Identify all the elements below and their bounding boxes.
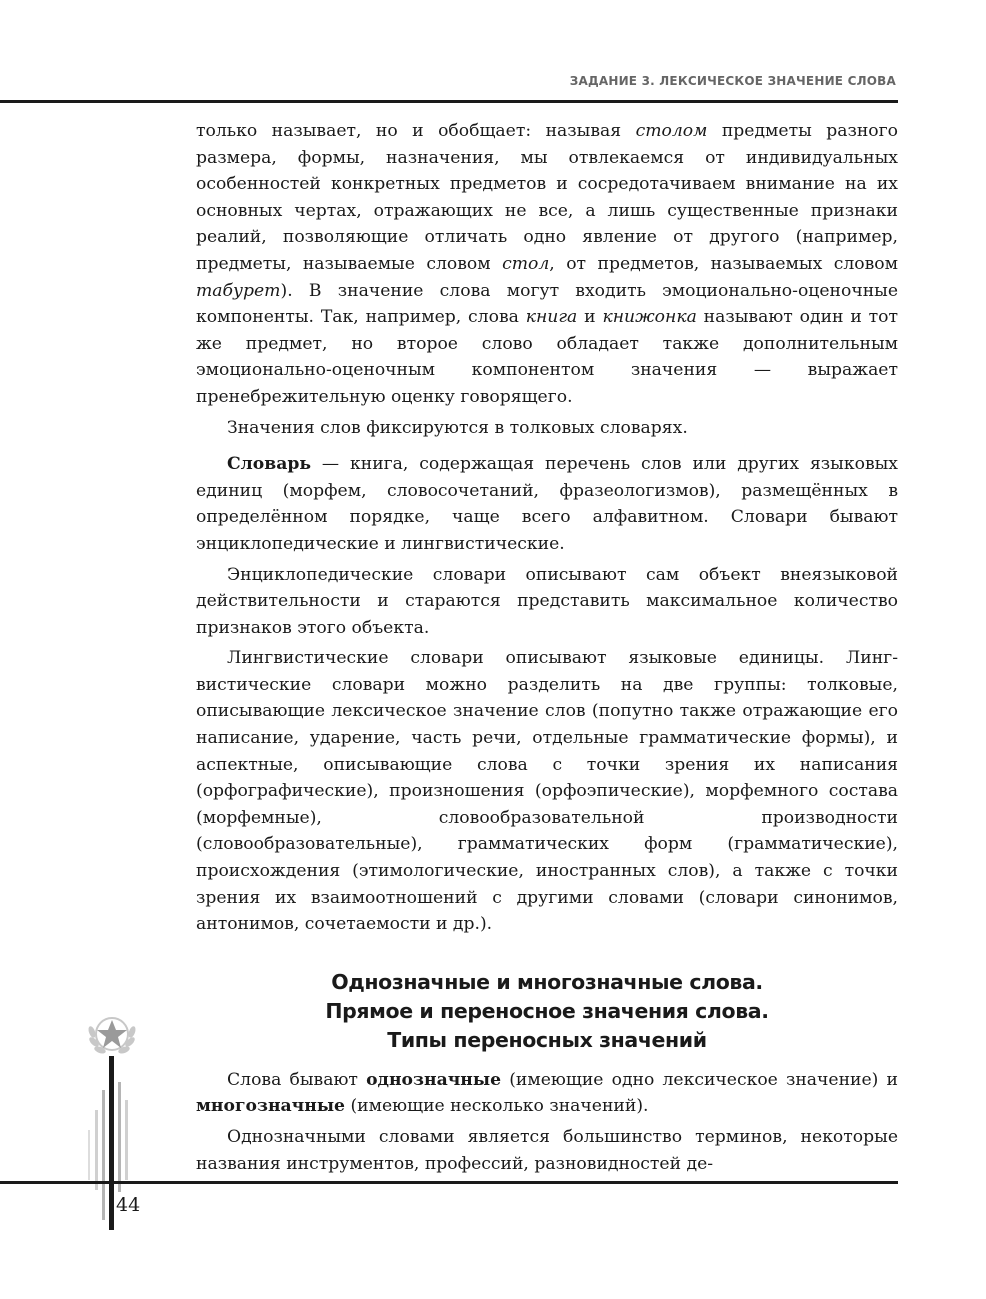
bold-term: однозначные (366, 1069, 502, 1090)
section-heading-line: Однозначные и многозначные слова. (331, 969, 763, 994)
italic-term: табурет (196, 280, 281, 301)
footer-rule (0, 1181, 898, 1184)
text-column (196, 118, 898, 1177)
defined-term: Словарь (227, 454, 312, 475)
paragraph: Значения слов фиксируются в толковых словарях. (227, 417, 688, 438)
bold-term: многозначные (196, 1096, 345, 1117)
definition-paragraph: Словарь — книга, содержащая перечень слов или других языковых единиц (морфем, словосочетаний, фразеологизмов), размещённых в определённом порядке, чаще всего алфавитном. Словари бывают энциклопедические и лингвистические. (196, 454, 898, 554)
italic-term: стол (502, 253, 550, 274)
page-number: 44 (116, 1194, 141, 1216)
header-rule (0, 100, 898, 103)
paragraph-continuation: только называет, но и обобщает: называя столом предметы разного размера, формы, назначения, мы отвлекаемся от индивидуальных особенностей конкретных предметов и сосредотачиваем внимание на их основных чертах, отражающих не все, а лишь существенные признаки реалий, позволяющие отличать одно явление от другого (например, предметы, называемые словом стол, от предметов, называемых словом табурет). В значение слова могут входить эмоционально-оценочные компоненты. Так, например, слова книга и книжонка называют один и тот же предмет, но второе слово обладает также дополнительным эмоционально-оценочным компонентом значения — выражает пренебрежительную оценку говорящего. (196, 121, 898, 407)
paragraph: Слова бывают однозначные (имеющие одно лексическое значение) и многозначные (имеющие несколько значений). (196, 1069, 898, 1117)
running-header: ЗАДАНИЕ 3. ЛЕКСИЧЕСКОЕ ЗНАЧЕНИЕ СЛОВА (569, 74, 896, 88)
italic-term: книга (525, 307, 578, 328)
paragraph: Энциклопедические словари описывают сам объект внеязыковой действительности и стараются представить максимальное количество признаков этого объекта. (196, 564, 898, 638)
section-heading-line: Прямое и переносное значения слова. (325, 998, 769, 1023)
paragraph: Однозначными словами является большинство терминов, некоторые названия инструментов, профессий, разновидностей де- (196, 1127, 898, 1174)
paragraph: Лингвистические словари описывают языковые единицы. Лингвистические словари можно разделить на две группы: толковые, описывающие лексическое значение слов (попутно также отражающие его написание, ударение, часть речи, отдельные грамматические формы), и аспектные, описывающие слова с точки зрения их написания (орфографические), произношения (орфоэпические), морфемного состава (морфемные), словообразовательной производности (словообразовательные), грамматических форм (грамматические), происхождения (этимологические, иностранных слов), а также с точки зрения их взаимоотношений с другими словами (словари синонимов, антонимов, сочетаемости и др.). (196, 648, 898, 935)
section-heading-line: Типы переносных значений (387, 1027, 707, 1052)
section-heading (196, 968, 898, 1055)
italic-term: книжонка (602, 307, 697, 328)
italic-term: столом (635, 121, 708, 141)
